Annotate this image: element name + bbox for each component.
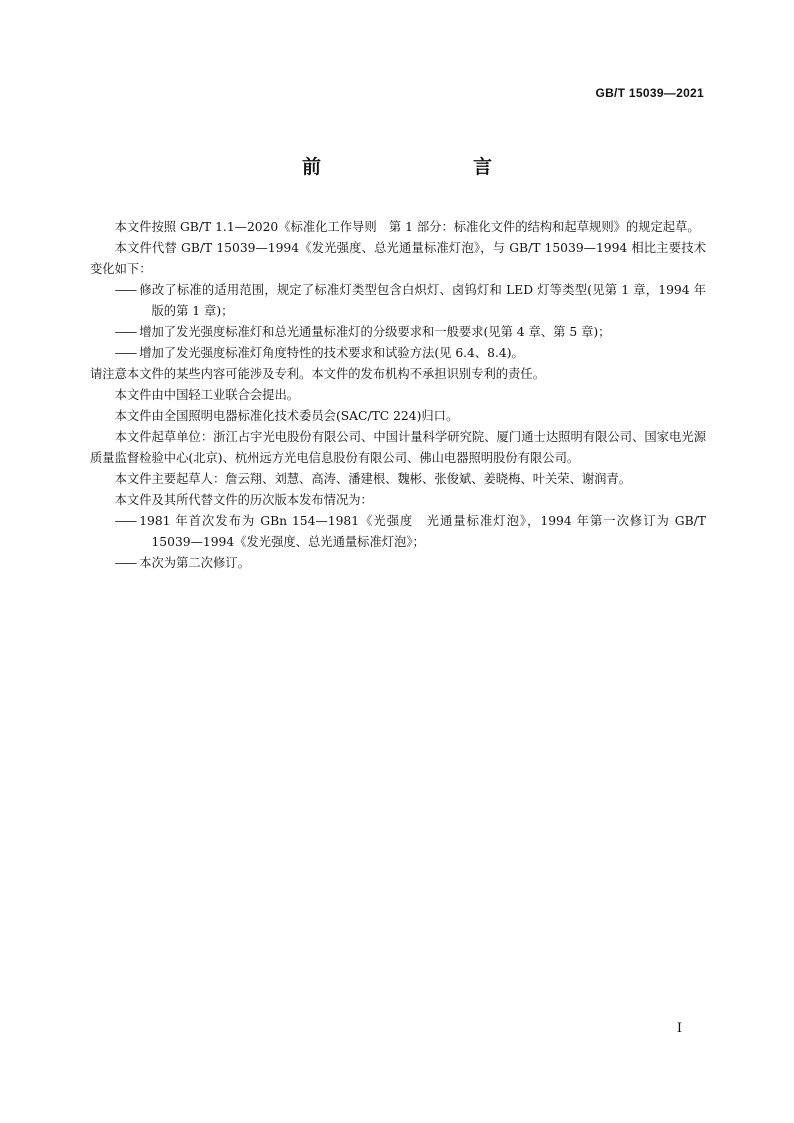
page-title: 前 言 <box>301 156 530 178</box>
list-item <box>115 553 706 574</box>
paragraph-drafting-rules: 本文件按照 GB/T 1.1—2020《标准化工作导则 第 1 部分：标准化文件的结构和起草规则》的规定起草。 <box>114 220 700 234</box>
list-item <box>115 343 706 364</box>
paragraph-patent-notice: 请注意本文件的某些内容可能涉及专利。本文件的发布机构不承担识别专利的责任。 <box>90 367 545 381</box>
list-item-text: 1981 年首次发布为 GBn 154—1981《光强度 光通量标准灯泡》，1994 年第一次修订为 GB/T 15039—1994《发光强度、总光通量标准灯泡》； <box>139 514 706 549</box>
dash-marker: —— <box>114 283 136 297</box>
list-item-text: 增加了发光强度标准灯角度特性的技术要求和试验方法(见 6.4、8.4)。 <box>139 346 524 360</box>
paragraph-replacement: 本文件代替 GB/T 15039—1994《发光强度、总光通量标准灯泡》，与 GB/T 15039—1994 相比主要技术变化如下： <box>90 241 706 276</box>
list-item-text: 本次为第二次修订。 <box>139 556 250 570</box>
list-item-text: 增加了发光强度标准灯和总光通量标准灯的分级要求和一般要求(见第 4 章、第 5 章)； <box>139 325 611 339</box>
list-item <box>115 322 706 343</box>
paragraph-administrator: 本文件由全国照明电器标准化技术委员会(SAC/TC 224)归口。 <box>114 409 459 423</box>
paragraph-drafting-units: 本文件起草单位：浙江占宇光电股份有限公司、中国计量科学研究院、厦门通士达照明有限公司、国家电光源质量监督检验中心(北京)、杭州远方光电信息股份有限公司、佛山电器照明股份有限公司。 <box>90 430 706 465</box>
list-item <box>115 511 706 553</box>
list-item-text: 修改了标准的适用范围，规定了标准灯类型包含白炽灯、卤钨灯和 LED 灯等类型(见第 1 章，1994 年版的第 1 章)； <box>139 283 706 318</box>
document-body <box>90 217 706 574</box>
dash-marker: —— <box>114 325 136 339</box>
dash-marker: —— <box>114 556 136 570</box>
dash-marker: —— <box>114 514 136 528</box>
paragraph-history-intro: 本文件及其所代替文件的历次版本发布情况为： <box>114 493 373 507</box>
dash-marker: —— <box>114 346 136 360</box>
list-item <box>115 280 706 322</box>
paragraph-proposer: 本文件由中国轻工业联合会提出。 <box>114 388 300 402</box>
page-number: I <box>676 1021 682 1036</box>
standard-number: GB/T 15039—2021 <box>595 86 704 100</box>
paragraph-drafters: 本文件主要起草人：詹云翔、刘慧、高涛、潘建根、魏彬、张俊斌、姜晓梅、叶关荣、谢润青。 <box>114 472 632 486</box>
